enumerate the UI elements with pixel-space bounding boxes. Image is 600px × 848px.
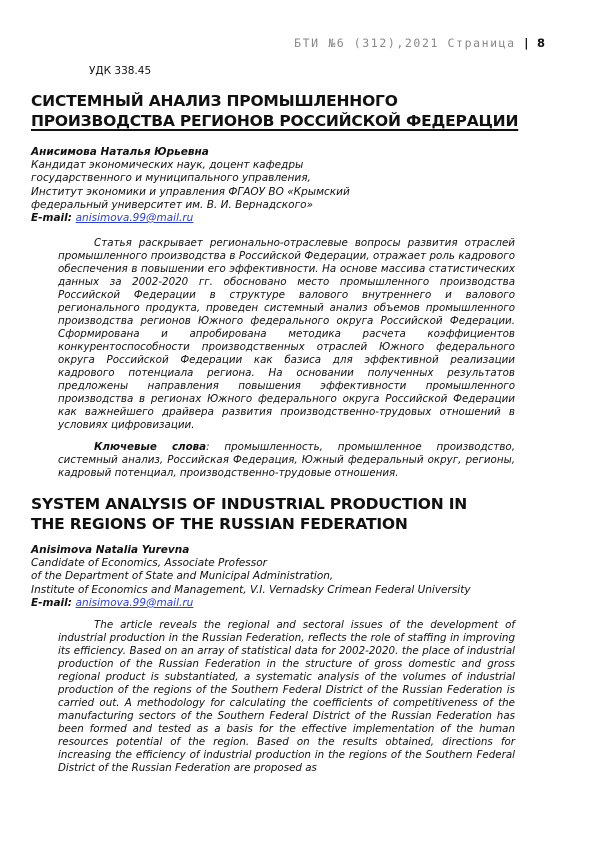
- journal-info: БТИ №6 (312),2021 Страница: [294, 36, 516, 50]
- header-separator: |: [524, 36, 529, 50]
- en-email-row: [31, 597, 193, 609]
- ru-email-row: [31, 212, 193, 224]
- en-abstract-text: The article reveals the regional and sectoral issues of the development of industrial production in the Russian Federation, reflects the role of staffing in improving its efficiency. Based on an array of statistical data for 2002-2020. the place of industrial production of the Russian Federation in the structure of gross domestic and gross regional product is substantiated, a systematic analysis of the volumes of industrial production of the regions of the Southern Federal District of the Russian Federation is carried out. A methodology for calculating the coefficients of competitiveness of the manufacturing sectors of the Southern Federal District of the Russian Federation has been formed and tested as a basis for the effective implementation of the human resources potential of the region. Based on the results obtained, directions for increasing the efficiency of industrial production in the regions of the Southern Federal District of the Russian Federation are proposed as: [58, 619, 515, 774]
- page-number: 8: [536, 36, 545, 50]
- ru-keywords: [58, 441, 515, 480]
- ru-keywords-text: : промышленность, промышленное производство, системный анализ, Российская Федерация, Южный федеральный округ, регионы, кадровый потенциал, производственно-трудовые отношения.: [58, 441, 515, 479]
- ru-title-line-2: ПРОИЗВОДСТВА РЕГИОНОВ РОССИЙСКОЙ ФЕДЕРАЦИИ: [31, 112, 519, 130]
- ru-abstract-text: Статья раскрывает регионально-отраслевые вопросы развития отраслей промышленного производства в Российской Федерации, отражает роль кадрового обеспечения в повышении его эффективности. На основе массива статистических данных за 2002-2020 гг. обосновано место промышленного производства Российской Федерации в структуре валового внутреннего и валового регионального продукта, проведен системный анализ объемов промышленного производства регионов Южного федерального округа Российской Федерации. Сформирована и апробирована методика расчета коэффициентов конкурентоспособности производственных отраслей Южного федерального округа Российской Федерации как базиса для эффективной реализации кадрового потенциала региона. На основании полученных результатов предложены направления повышения эффективности промышленного производства в регионах Южного федерального округа Российской Федерации как важнейшего драйвера развития производственно-трудовых отношений в условиях цифровизации.: [58, 237, 515, 431]
- ru-title-line-1: СИСТЕМНЫЙ АНАЛИЗ ПРОМЫШЛЕННОГО: [31, 92, 398, 110]
- en-email-link[interactable]: anisimova.99@mail.ru: [75, 596, 194, 609]
- en-title-line-2: THE REGIONS OF THE RUSSIAN FEDERATION: [31, 515, 408, 533]
- en-affiliation-line: of the Department of State and Municipal Administration,: [31, 570, 334, 583]
- en-abstract: [58, 619, 515, 775]
- en-title-line-1: SYSTEM ANALYSIS OF INDUSTRIAL PRODUCTION IN: [31, 495, 468, 513]
- ru-email-link[interactable]: anisimova.99@mail.ru: [75, 212, 194, 225]
- running-header: [58, 36, 545, 56]
- ru-author-block: [31, 146, 531, 225]
- udk-code: УДК 338.45: [89, 65, 152, 77]
- ru-email-label: E-mail:: [31, 212, 72, 225]
- en-author-block: [31, 544, 531, 610]
- en-email-label: E-mail:: [31, 596, 72, 609]
- ru-author-name: Анисимова Наталья Юрьевна: [31, 146, 209, 158]
- ru-keywords-label: Ключевые слова: [94, 441, 207, 453]
- ru-affiliation-line: Кандидат экономических наук, доцент кафедры: [31, 159, 304, 172]
- en-author-name: Anisimova Natalia Yurevna: [31, 544, 190, 556]
- ru-title: [31, 91, 531, 131]
- ru-affiliation-line: федеральный университет им. В. И. Вернадского»: [31, 198, 313, 211]
- en-affiliation-line: Institute of Economics and Management, V.I. Vernadsky Crimean Federal University: [31, 583, 471, 596]
- en-affiliation-line: Candidate of Economics, Associate Professor: [31, 557, 267, 570]
- ru-affiliation-line: Институт экономики и управления ФГАОУ ВО «Крымский: [31, 185, 350, 198]
- ru-keywords-paragraph: [58, 441, 515, 480]
- en-title: [31, 494, 531, 534]
- ru-abstract: [58, 237, 515, 432]
- ru-affiliation-line: государственного и муниципального управления,: [31, 172, 311, 185]
